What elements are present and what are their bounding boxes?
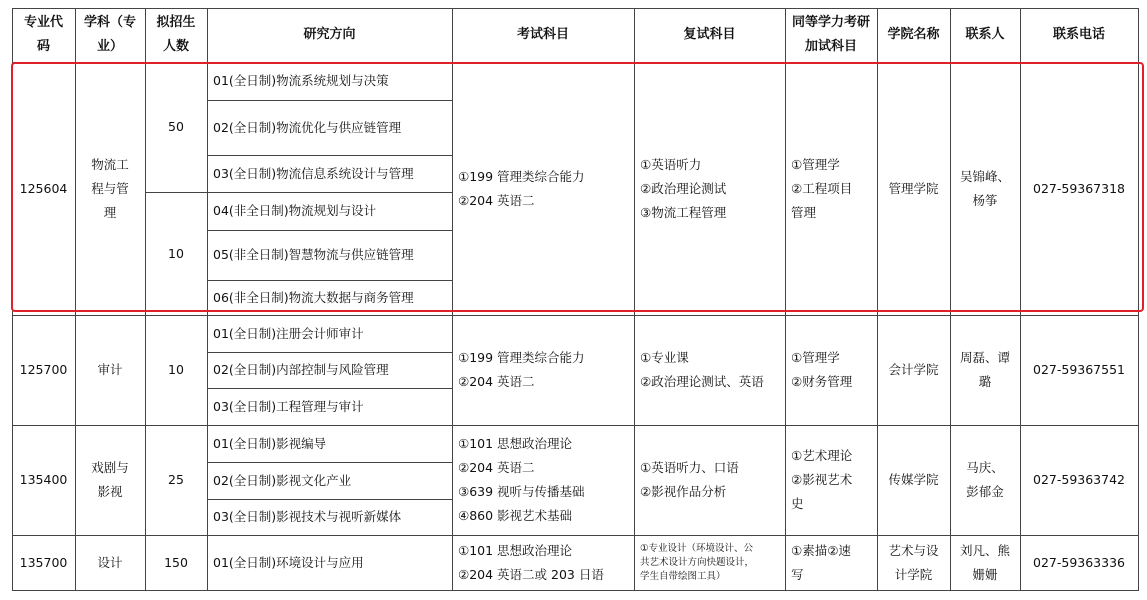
grid-line	[12, 8, 1139, 9]
research-direction: 02(全日制)物流优化与供应链管理	[213, 119, 402, 135]
college-name: 传媒学院	[888, 472, 939, 487]
equivalent-subject: ①管理学	[791, 156, 840, 172]
grid-line	[207, 499, 453, 500]
grid-line	[207, 315, 453, 316]
equivalent-subject: ①管理学	[791, 350, 840, 365]
grid-line	[634, 8, 635, 591]
grid-line	[207, 192, 453, 193]
major-code: 135700	[19, 554, 68, 570]
exam-subject: ②204 英语二	[458, 374, 535, 389]
equivalent-subjects	[785, 315, 877, 425]
exam-subject: ②204 英语二	[458, 192, 535, 208]
grid-line	[207, 535, 453, 536]
retest-subject: ②政治理论测试、英语	[640, 374, 764, 389]
grid-line	[75, 8, 76, 591]
grid-line	[207, 425, 453, 426]
major-code: 125604	[19, 180, 68, 196]
retest-subject: ③物流工程管理	[640, 204, 727, 220]
grid-line	[12, 62, 1139, 63]
grid-line	[207, 352, 453, 353]
contact-name: 姗姗	[972, 566, 998, 582]
retest-subject: 共艺术设计方向快题设计，	[640, 556, 755, 568]
contact-person	[950, 425, 1020, 535]
research-direction: 01(全日制)影视编导	[213, 435, 327, 451]
retest-subjects	[634, 62, 785, 315]
retest-subject: 学生自带绘图工具）	[640, 570, 726, 582]
contact-name: 刘凡、熊	[959, 542, 1010, 558]
major-code: 135400	[19, 472, 68, 487]
contact-phone: 027-59367318	[1033, 180, 1125, 196]
retest-subject: ②政治理论测试	[640, 180, 727, 196]
contact-name: 璐	[978, 374, 992, 389]
subject-name: 设计	[97, 554, 123, 570]
college-name-line: 艺术与设	[888, 542, 939, 558]
research-direction: 03(全日制)物流信息系统设计与管理	[213, 165, 414, 181]
exam-subject: ①101 思想政治理论	[458, 542, 573, 558]
retest-subject: ①专业课	[640, 350, 689, 365]
equivalent-subject: ②财务管理	[791, 374, 853, 389]
contact-person	[950, 315, 1020, 425]
grid-line	[12, 315, 1139, 316]
header-direction: 研究方向	[303, 27, 356, 42]
equivalent-subject: 写	[791, 566, 804, 582]
equivalent-subjects	[785, 535, 877, 590]
grid-line	[12, 590, 1139, 591]
college-name: 会计学院	[888, 362, 939, 377]
grid-line	[207, 388, 453, 389]
research-direction: 02(全日制)影视文化产业	[213, 472, 352, 488]
retest-subject: ①英语听力、口语	[640, 460, 739, 475]
equivalent-subject: ②工程项目	[791, 180, 853, 196]
grid-line	[207, 230, 453, 231]
exam-subject: ①199 管理类综合能力	[458, 350, 585, 365]
header-quota: 拟招生人数	[156, 15, 196, 54]
exam-subjects	[452, 315, 634, 425]
exam-subjects	[452, 535, 634, 590]
research-direction: 06(非全日制)物流大数据与商务管理	[213, 289, 414, 305]
grid-line	[950, 8, 951, 591]
contact-phone: 027-59367551	[1033, 362, 1125, 377]
retest-subjects	[634, 425, 785, 535]
header-subject: 学科（专业）	[83, 15, 136, 54]
exam-subject: ②204 英语二或 203 日语	[458, 566, 604, 582]
research-direction: 03(全日制)工程管理与审计	[213, 398, 364, 414]
exam-subjects	[452, 425, 634, 535]
header-college: 学院名称	[887, 27, 940, 42]
grid-line	[145, 192, 208, 193]
enrollment-quota: 10	[168, 245, 184, 261]
header-retest: 复试科目	[683, 27, 736, 42]
grid-line	[207, 462, 453, 463]
equivalent-subject: 管理	[791, 204, 817, 220]
grid-line	[877, 8, 878, 591]
grid-line	[207, 8, 208, 591]
retest-subjects	[634, 315, 785, 425]
college-name-line: 计学院	[894, 566, 933, 582]
header-phone: 联系电话	[1052, 27, 1105, 42]
equivalent-subject: 史	[791, 496, 804, 511]
college-name: 管理学院	[888, 180, 939, 196]
college-name	[877, 535, 950, 590]
research-direction: 01(全日制)环境设计与应用	[213, 554, 364, 570]
grid-line	[207, 155, 453, 156]
equivalent-subjects	[785, 425, 877, 535]
enrollment-quota: 10	[168, 362, 184, 377]
grid-line	[12, 535, 1139, 536]
header-exam: 考试科目	[516, 27, 569, 42]
retest-subject: ①专业设计（环境设计、公	[640, 542, 754, 554]
grid-line	[1138, 8, 1139, 591]
contact-name: 杨筝	[972, 192, 998, 208]
retest-subject: ②影视作品分析	[640, 484, 727, 499]
header-contact: 联系人	[965, 27, 1005, 42]
header-code: 专业代码	[23, 15, 63, 54]
exam-subject: ①101 思想政治理论	[458, 436, 573, 451]
subject-name: 戏剧与影视	[91, 460, 129, 499]
grid-line	[785, 8, 786, 591]
grid-line	[207, 62, 453, 63]
exam-subject: ①199 管理类综合能力	[458, 168, 585, 184]
exam-subject: ②204 英语二	[458, 460, 535, 475]
grid-line	[145, 8, 146, 591]
grid-line	[207, 100, 453, 101]
grid-line	[207, 590, 453, 591]
enrollment-quota: 50	[168, 119, 184, 134]
enrollment-quota: 150	[164, 554, 188, 570]
research-direction: 02(全日制)内部控制与风险管理	[213, 362, 389, 377]
equivalent-subject: ①素描②速	[791, 542, 851, 558]
exam-subjects	[452, 62, 634, 315]
research-direction: 05(非全日制)智慧物流与供应链管理	[213, 247, 414, 262]
major-code: 125700	[19, 362, 68, 377]
grid-line	[12, 425, 1139, 426]
exam-subject: ③639 视听与传播基础	[458, 484, 585, 499]
grid-line	[207, 280, 453, 281]
enrollment-quota: 25	[168, 472, 184, 487]
grid-line	[12, 8, 13, 591]
research-direction: 03(全日制)影视技术与视听新媒体	[213, 509, 402, 524]
research-direction: 01(全日制)注册会计师审计	[213, 325, 364, 341]
retest-subjects	[634, 535, 785, 590]
research-direction: 04(非全日制)物流规划与设计	[213, 203, 377, 218]
research-direction: 01(全日制)物流系统规划与决策	[213, 73, 389, 88]
contact-person	[950, 535, 1020, 590]
grid-line	[452, 8, 453, 591]
exam-subject: ④860 影视艺术基础	[458, 508, 573, 523]
contact-name: 吴锦峰、	[959, 168, 1010, 184]
equivalent-subject: ②影视艺术	[791, 472, 853, 487]
contact-phone: 027-59363742	[1033, 472, 1125, 487]
subject-name: 物流工程与管理	[91, 156, 129, 220]
equivalent-subjects	[785, 62, 877, 315]
grid-line	[1020, 8, 1021, 591]
contact-name: 周磊、谭	[959, 350, 1010, 365]
subject-name: 审计	[97, 362, 123, 377]
header-equivalent: 同等学力考研加试科目	[791, 15, 870, 54]
contact-name: 马庆、	[966, 460, 1004, 475]
equivalent-subject: ①艺术理论	[791, 448, 853, 463]
contact-name: 彭郁金	[966, 484, 1004, 499]
contact-phone: 027-59363336	[1033, 554, 1125, 570]
contact-person	[950, 62, 1020, 315]
retest-subject: ①英语听力	[640, 156, 702, 172]
